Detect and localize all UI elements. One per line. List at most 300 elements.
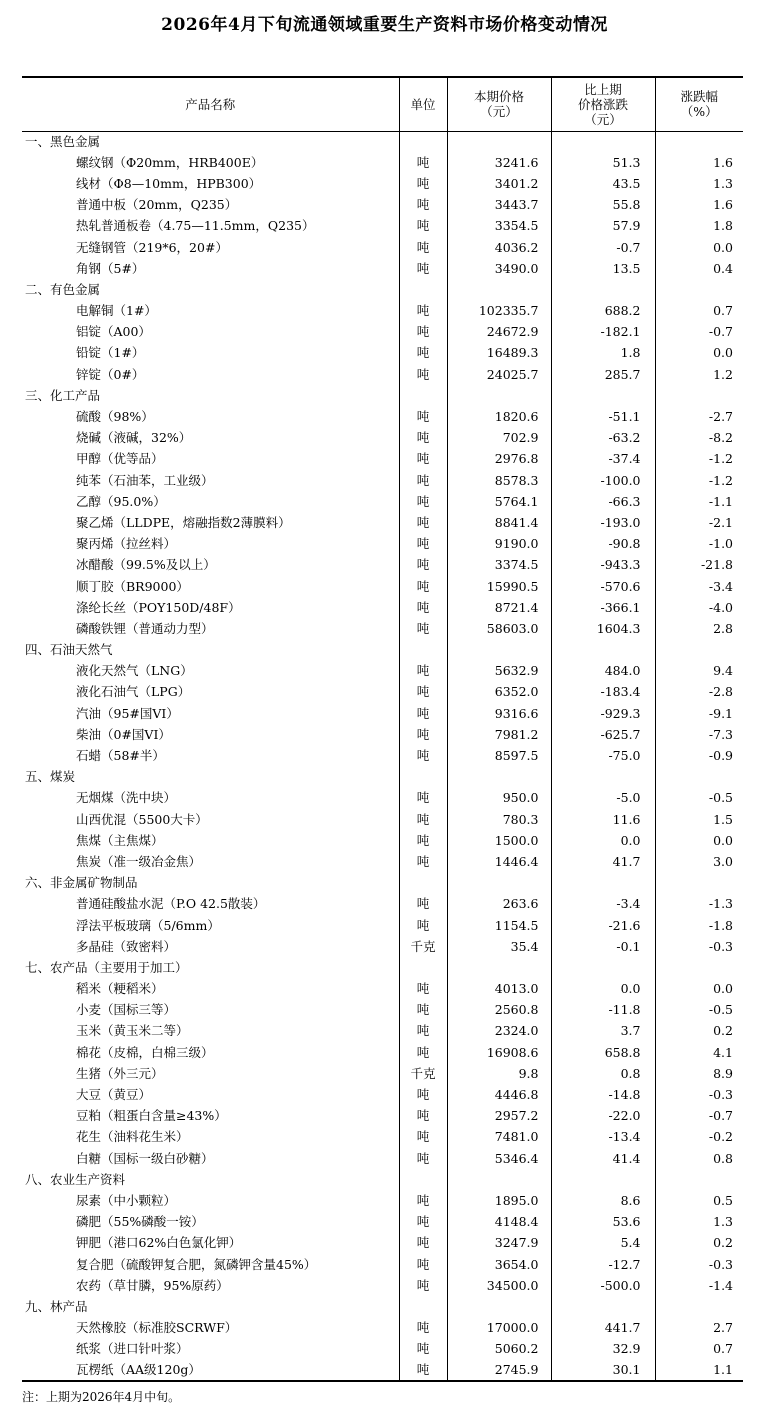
price-cell: 3490.0: [447, 258, 551, 279]
price-cell: 5060.2: [447, 1339, 551, 1360]
unit-cell: 吨: [399, 724, 447, 745]
category-name: 八、农业生产资料: [25, 1171, 126, 1187]
header-change: 比上期 价格涨跌 （元）: [551, 77, 655, 131]
table-row: [22, 1063, 743, 1084]
price-cell: 8578.3: [447, 470, 551, 491]
table-row: [22, 618, 743, 639]
change-cell: -943.3: [551, 555, 655, 576]
unit-cell: 吨: [399, 1042, 447, 1063]
product-name: 涤纶长丝（POY150D/48F）: [76, 599, 241, 615]
table-row: [22, 195, 743, 216]
table-row: [22, 788, 743, 809]
category-name: 九、林产品: [25, 1298, 88, 1314]
category-row: [22, 1296, 743, 1317]
table-row: [22, 936, 743, 957]
change-cell: -182.1: [551, 322, 655, 343]
price-cell: 3354.5: [447, 216, 551, 237]
category-name: 三、化工产品: [25, 387, 101, 403]
pct-cell: 0.7: [655, 301, 743, 322]
pct-cell: -1.8: [655, 915, 743, 936]
pct-cell: -1.1: [655, 491, 743, 512]
price-cell: 4013.0: [447, 979, 551, 1000]
change-cell: 1.8: [551, 343, 655, 364]
change-cell: [551, 385, 655, 406]
pct-cell: -9.1: [655, 703, 743, 724]
change-cell: -500.0: [551, 1275, 655, 1296]
table-row: [22, 237, 743, 258]
change-cell: 688.2: [551, 301, 655, 322]
table-row: [22, 1000, 743, 1021]
change-cell: 1604.3: [551, 618, 655, 639]
table-row: [22, 406, 743, 427]
unit-cell: 吨: [399, 534, 447, 555]
price-cell: 17000.0: [447, 1318, 551, 1339]
price-cell: 8721.4: [447, 597, 551, 618]
change-cell: -183.4: [551, 682, 655, 703]
product-name: 甲醇（优等品）: [76, 451, 164, 467]
unit-cell: 吨: [399, 597, 447, 618]
change-cell: 285.7: [551, 364, 655, 385]
product-name: 天然橡胶（标准胶SCRWF）: [76, 1320, 238, 1336]
product-name: 无缝钢管（219*6，20#）: [76, 239, 228, 255]
pct-cell: [655, 279, 743, 300]
pct-cell: 0.0: [655, 343, 743, 364]
change-cell: 55.8: [551, 195, 655, 216]
product-name: 生猪（外三元）: [76, 1065, 164, 1081]
change-cell: 8.6: [551, 1190, 655, 1211]
change-cell: [551, 1296, 655, 1317]
unit-cell: 吨: [399, 788, 447, 809]
pct-cell: -0.5: [655, 1000, 743, 1021]
product-name: 铝锭（A00）: [76, 324, 151, 340]
category-row: [22, 873, 743, 894]
change-cell: 0.8: [551, 1063, 655, 1084]
change-cell: 11.6: [551, 809, 655, 830]
unit-cell: 吨: [399, 1084, 447, 1105]
change-cell: -5.0: [551, 788, 655, 809]
table-row: [22, 1233, 743, 1254]
pct-cell: -1.0: [655, 534, 743, 555]
price-cell: 58603.0: [447, 618, 551, 639]
unit-cell: 吨: [399, 258, 447, 279]
pct-cell: 2.7: [655, 1318, 743, 1339]
table-row: [22, 703, 743, 724]
price-cell: 5346.4: [447, 1148, 551, 1169]
unit-cell: 吨: [399, 449, 447, 470]
pct-cell: -0.2: [655, 1127, 743, 1148]
product-name: 纯苯（石油苯，工业级）: [76, 472, 214, 488]
change-cell: -0.7: [551, 237, 655, 258]
unit-cell: 吨: [399, 1212, 447, 1233]
price-cell: 8597.5: [447, 745, 551, 766]
price-cell: 1820.6: [447, 406, 551, 427]
price-cell: [447, 131, 551, 152]
price-cell: 3443.7: [447, 195, 551, 216]
table-row: [22, 534, 743, 555]
unit-cell: 吨: [399, 809, 447, 830]
category-row: [22, 131, 743, 152]
product-name: 螺纹钢（Φ20mm，HRB400E）: [76, 154, 264, 170]
unit-cell: [399, 1296, 447, 1317]
unit-cell: [399, 873, 447, 894]
unit-cell: 吨: [399, 1106, 447, 1127]
unit-cell: 吨: [399, 301, 447, 322]
pct-cell: [655, 385, 743, 406]
unit-cell: 吨: [399, 1275, 447, 1296]
product-name: 磷肥（55%磷酸一铵）: [76, 1214, 204, 1230]
unit-cell: 吨: [399, 979, 447, 1000]
product-name: 乙醇（95.0%）: [76, 493, 166, 509]
change-cell: -51.1: [551, 406, 655, 427]
pct-cell: 0.5: [655, 1190, 743, 1211]
product-name: 聚乙烯（LLDPE，熔融指数2薄膜料）: [76, 514, 291, 530]
product-name: 白糖（国标一级白砂糖）: [76, 1150, 214, 1166]
pct-cell: -2.7: [655, 406, 743, 427]
unit-cell: 吨: [399, 1021, 447, 1042]
change-cell: -13.4: [551, 1127, 655, 1148]
product-name: 磷酸铁锂（普通动力型）: [76, 620, 214, 636]
product-name: 焦煤（主焦煤）: [76, 832, 164, 848]
price-cell: 5632.9: [447, 661, 551, 682]
table-row: [22, 364, 743, 385]
table-row: [22, 1275, 743, 1296]
pct-cell: 1.6: [655, 152, 743, 173]
price-cell: 263.6: [447, 894, 551, 915]
price-cell: 702.9: [447, 428, 551, 449]
table-row: [22, 597, 743, 618]
unit-cell: 吨: [399, 216, 447, 237]
price-cell: 7481.0: [447, 1127, 551, 1148]
pct-cell: -1.2: [655, 470, 743, 491]
product-name: 液化天然气（LNG）: [76, 663, 193, 679]
price-table: [22, 76, 743, 1382]
pct-cell: -0.9: [655, 745, 743, 766]
price-cell: 2745.9: [447, 1360, 551, 1381]
price-cell: 16908.6: [447, 1042, 551, 1063]
pct-cell: 8.9: [655, 1063, 743, 1084]
unit-cell: 吨: [399, 364, 447, 385]
table-row: [22, 1190, 743, 1211]
change-cell: 0.0: [551, 979, 655, 1000]
unit-cell: 吨: [399, 851, 447, 872]
table-row: [22, 491, 743, 512]
price-cell: 35.4: [447, 936, 551, 957]
table-row: [22, 1042, 743, 1063]
table-row: [22, 809, 743, 830]
change-cell: -90.8: [551, 534, 655, 555]
unit-cell: 吨: [399, 173, 447, 194]
price-cell: 2324.0: [447, 1021, 551, 1042]
product-name: 农药（草甘膦，95%原药）: [76, 1277, 229, 1293]
price-cell: 8841.4: [447, 512, 551, 533]
price-cell: [447, 873, 551, 894]
change-cell: -0.1: [551, 936, 655, 957]
price-cell: 2957.2: [447, 1106, 551, 1127]
unit-cell: [399, 1169, 447, 1190]
change-cell: -14.8: [551, 1084, 655, 1105]
pct-cell: 1.3: [655, 1212, 743, 1233]
unit-cell: [399, 767, 447, 788]
change-cell: 43.5: [551, 173, 655, 194]
product-name: 普通硅酸盐水泥（P.O 42.5散装）: [76, 896, 266, 912]
change-cell: -3.4: [551, 894, 655, 915]
change-cell: -929.3: [551, 703, 655, 724]
product-name: 焦炭（准一级冶金焦）: [76, 853, 202, 869]
product-name: 玉米（黄玉米二等）: [76, 1023, 189, 1039]
price-cell: 4446.8: [447, 1084, 551, 1105]
price-cell: 3374.5: [447, 555, 551, 576]
change-cell: 441.7: [551, 1318, 655, 1339]
change-cell: 658.8: [551, 1042, 655, 1063]
table-row: [22, 343, 743, 364]
change-cell: -37.4: [551, 449, 655, 470]
product-name: 硫酸（98%）: [76, 409, 154, 425]
price-cell: 3241.6: [447, 152, 551, 173]
unit-cell: 吨: [399, 894, 447, 915]
category-name: 七、农产品（主要用于加工）: [25, 959, 188, 975]
unit-cell: 吨: [399, 152, 447, 173]
product-name: 豆粕（粗蛋白含量≥43%）: [76, 1108, 227, 1124]
pct-cell: [655, 1296, 743, 1317]
table-row: [22, 1106, 743, 1127]
price-cell: 24672.9: [447, 322, 551, 343]
table-row: [22, 682, 743, 703]
price-cell: 2560.8: [447, 1000, 551, 1021]
pct-cell: 0.4: [655, 258, 743, 279]
price-cell: 780.3: [447, 809, 551, 830]
unit-cell: 吨: [399, 555, 447, 576]
table-row: [22, 1360, 743, 1381]
pct-cell: -2.1: [655, 512, 743, 533]
page-title: 2026年4月下旬流通领域重要生产资料市场价格变动情况: [161, 15, 608, 35]
unit-cell: 吨: [399, 682, 447, 703]
change-cell: -66.3: [551, 491, 655, 512]
table-row: [22, 1339, 743, 1360]
change-cell: 41.4: [551, 1148, 655, 1169]
price-cell: [447, 957, 551, 978]
change-cell: [551, 873, 655, 894]
table-row: [22, 894, 743, 915]
product-name: 热轧普通板卷（4.75—11.5mm，Q235）: [76, 218, 315, 234]
header-name: 产品名称: [22, 77, 399, 131]
unit-cell: 吨: [399, 406, 447, 427]
unit-cell: 千克: [399, 1063, 447, 1084]
product-name: 线材（Φ8—10mm，HPB300）: [76, 175, 262, 191]
pct-cell: -0.3: [655, 1254, 743, 1275]
table-row: [22, 979, 743, 1000]
price-cell: [447, 640, 551, 661]
product-name: 汽油（95#国VI）: [76, 705, 179, 721]
pct-cell: 1.5: [655, 809, 743, 830]
unit-cell: 吨: [399, 745, 447, 766]
change-cell: [551, 957, 655, 978]
price-cell: [447, 385, 551, 406]
price-cell: 1895.0: [447, 1190, 551, 1211]
price-cell: [447, 1296, 551, 1317]
product-name: 小麦（国标三等）: [76, 1002, 177, 1018]
category-row: [22, 767, 743, 788]
pct-cell: 0.2: [655, 1021, 743, 1042]
product-name: 铅锭（1#）: [76, 345, 145, 361]
unit-cell: 吨: [399, 830, 447, 851]
table-row: [22, 322, 743, 343]
category-row: [22, 957, 743, 978]
unit-cell: [399, 279, 447, 300]
table-row: [22, 1318, 743, 1339]
header-pct: 涨跌幅 （%）: [655, 77, 743, 131]
unit-cell: 吨: [399, 1339, 447, 1360]
change-cell: 5.4: [551, 1233, 655, 1254]
unit-cell: 吨: [399, 1190, 447, 1211]
pct-cell: 1.3: [655, 173, 743, 194]
change-cell: -63.2: [551, 428, 655, 449]
change-cell: 0.0: [551, 830, 655, 851]
product-name: 浮法平板玻璃（5/6mm）: [76, 917, 220, 933]
product-name: 锌锭（0#）: [76, 366, 145, 382]
product-name: 稻米（粳稻米）: [76, 981, 164, 997]
pct-cell: 0.8: [655, 1148, 743, 1169]
price-cell: 3654.0: [447, 1254, 551, 1275]
product-name: 液化石油气（LPG）: [76, 684, 191, 700]
unit-cell: 吨: [399, 661, 447, 682]
product-name: 电解铜（1#）: [76, 303, 157, 319]
product-name: 大豆（黄豆）: [76, 1087, 152, 1103]
category-name: 四、石油天然气: [25, 642, 113, 658]
table-row: [22, 555, 743, 576]
table-row: [22, 1254, 743, 1275]
product-name: 烧碱（液碱，32%）: [76, 430, 192, 446]
product-name: 普通中板（20mm，Q235）: [76, 197, 238, 213]
price-cell: 1446.4: [447, 851, 551, 872]
table-row: [22, 1212, 743, 1233]
category-row: [22, 640, 743, 661]
price-cell: 16489.3: [447, 343, 551, 364]
pct-cell: -0.3: [655, 936, 743, 957]
price-cell: 4036.2: [447, 237, 551, 258]
price-cell: 9.8: [447, 1063, 551, 1084]
category-name: 六、非金属矿物制品: [25, 875, 138, 891]
unit-cell: [399, 640, 447, 661]
change-cell: 32.9: [551, 1339, 655, 1360]
unit-cell: 吨: [399, 1360, 447, 1381]
unit-cell: 吨: [399, 618, 447, 639]
unit-cell: 吨: [399, 343, 447, 364]
table-row: [22, 915, 743, 936]
unit-cell: 吨: [399, 1233, 447, 1254]
price-cell: 7981.2: [447, 724, 551, 745]
price-cell: 1154.5: [447, 915, 551, 936]
change-cell: [551, 640, 655, 661]
footnote: 注：上期为2026年4月中旬。: [22, 1390, 181, 1404]
table-row: [22, 258, 743, 279]
product-name: 尿素（中小颗粒）: [76, 1192, 177, 1208]
price-cell: 5764.1: [447, 491, 551, 512]
change-cell: -570.6: [551, 576, 655, 597]
product-name: 多晶硅（致密料）: [76, 938, 177, 954]
product-name: 山西优混（5500大卡）: [76, 811, 208, 827]
category-row: [22, 385, 743, 406]
price-cell: 1500.0: [447, 830, 551, 851]
table-row: [22, 1148, 743, 1169]
pct-cell: 1.8: [655, 216, 743, 237]
pct-cell: -0.7: [655, 1106, 743, 1127]
pct-cell: -1.4: [655, 1275, 743, 1296]
pct-cell: -8.2: [655, 428, 743, 449]
unit-cell: 吨: [399, 1000, 447, 1021]
pct-cell: [655, 640, 743, 661]
product-name: 花生（油料花生米）: [76, 1129, 189, 1145]
change-cell: [551, 767, 655, 788]
unit-cell: 吨: [399, 1127, 447, 1148]
pct-cell: 9.4: [655, 661, 743, 682]
product-name: 纸浆（进口针叶浆）: [76, 1341, 189, 1357]
change-cell: 30.1: [551, 1360, 655, 1381]
change-cell: 41.7: [551, 851, 655, 872]
pct-cell: 1.6: [655, 195, 743, 216]
category-name: 一、黑色金属: [25, 133, 101, 149]
table-row: [22, 428, 743, 449]
pct-cell: 0.0: [655, 237, 743, 258]
change-cell: 57.9: [551, 216, 655, 237]
pct-cell: -3.4: [655, 576, 743, 597]
pct-cell: -0.7: [655, 322, 743, 343]
product-name: 钾肥（港口62%白色氯化钾）: [76, 1235, 242, 1251]
pct-cell: [655, 957, 743, 978]
unit-cell: 吨: [399, 576, 447, 597]
change-cell: [551, 131, 655, 152]
table-row: [22, 512, 743, 533]
table-row: [22, 661, 743, 682]
product-name: 瓦楞纸（AA级120g）: [22, 1360, 399, 1381]
price-cell: 6352.0: [447, 682, 551, 703]
unit-cell: 吨: [399, 428, 447, 449]
pct-cell: 1.2: [655, 364, 743, 385]
table-row: [22, 152, 743, 173]
price-cell: 9316.6: [447, 703, 551, 724]
price-cell: 15990.5: [447, 576, 551, 597]
unit-cell: [399, 385, 447, 406]
price-cell: 3247.9: [447, 1233, 551, 1254]
unit-cell: [399, 957, 447, 978]
pct-cell: [655, 131, 743, 152]
price-cell: [447, 279, 551, 300]
change-cell: [551, 279, 655, 300]
pct-cell: 0.7: [655, 1339, 743, 1360]
product-name: 无烟煤（洗中块）: [76, 790, 177, 806]
product-name: 石蜡（58#半）: [76, 748, 165, 764]
pct-cell: -21.8: [655, 555, 743, 576]
product-name: 棉花（皮棉，白棉三级）: [76, 1044, 214, 1060]
unit-cell: 吨: [399, 703, 447, 724]
table-row: [22, 830, 743, 851]
pct-cell: -0.3: [655, 1084, 743, 1105]
table-body: [22, 131, 743, 1381]
category-name: 五、煤炭: [25, 769, 76, 785]
change-cell: -193.0: [551, 512, 655, 533]
header-price: 本期价格 （元）: [447, 77, 551, 131]
category-row: [22, 279, 743, 300]
pct-cell: 0.2: [655, 1233, 743, 1254]
unit-cell: 吨: [399, 237, 447, 258]
price-cell: 24025.7: [447, 364, 551, 385]
pct-cell: -7.3: [655, 724, 743, 745]
pct-cell: [655, 767, 743, 788]
price-cell: 4148.4: [447, 1212, 551, 1233]
unit-cell: 吨: [399, 1318, 447, 1339]
product-name: 顺丁胶（BR9000）: [76, 578, 189, 594]
pct-cell: 0.0: [655, 830, 743, 851]
change-cell: -22.0: [551, 1106, 655, 1127]
